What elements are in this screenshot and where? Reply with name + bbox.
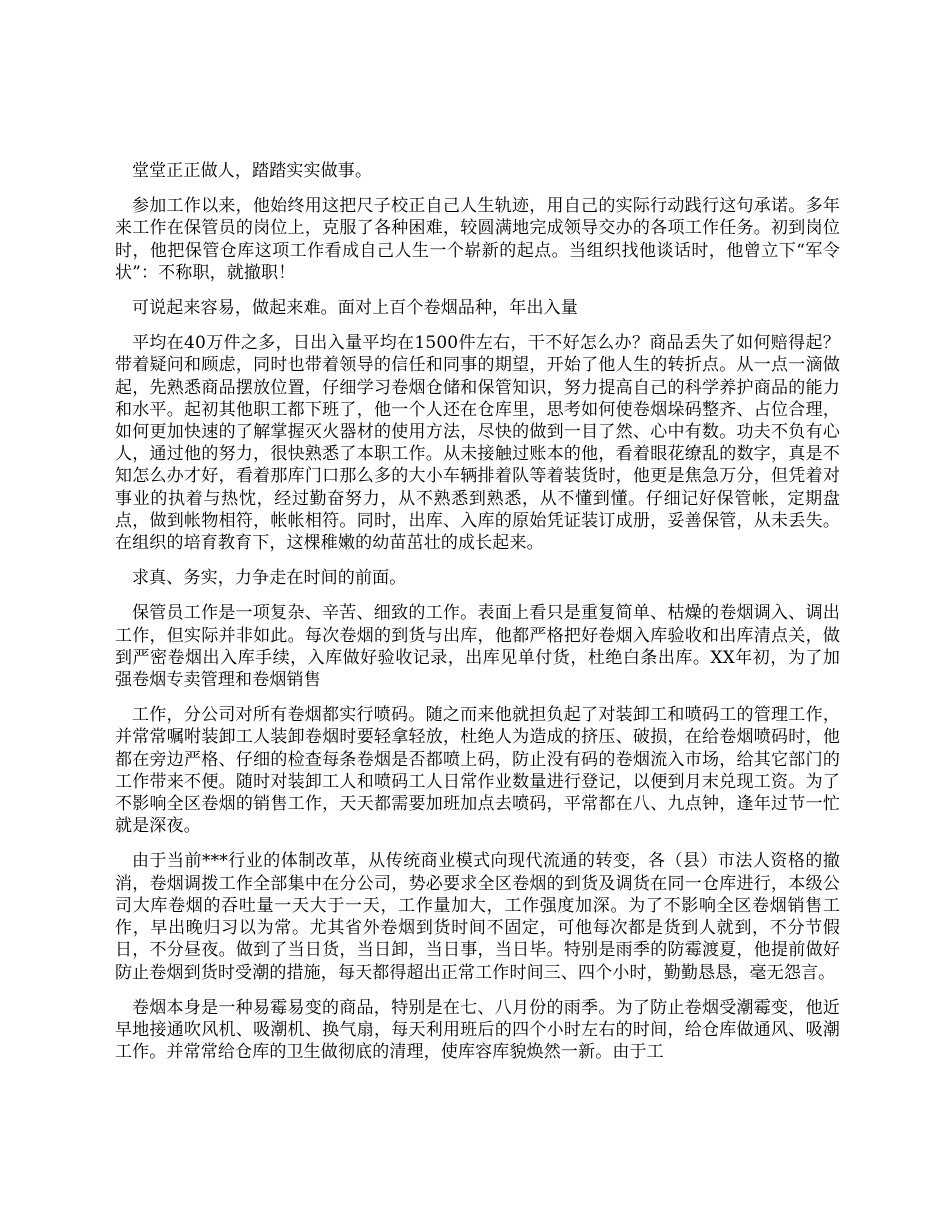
paragraph: 求真、务实，力争走在时间的前面。 [132,568,407,589]
paragraph: 卷烟本身是一种易霉易变的商品，特别是在七、八月份的雨季。为了防止卷烟受潮霉变，他近早地接通吹风机、吸潮机、换气扇，每天利用班后的四个小时左右的时间，给仓库做通风、吸潮工作。并常常给仓库的卫生做彻底的清理，使库容库貌焕然一新。由于工 [115,997,840,1063]
paragraph: 保管员工作是一项复杂、辛苦、细致的工作。表面上看只是重复简单、枯燥的卷烟调入、调出工作，但实际并非如此。每次卷烟的到货与出库，他都严格把好卷烟入库验收和出库清点关，做到严密卷烟出入库手续，入库做好验收记录，出库见单付货，杜绝白条出库。XX年初，为了加强卷烟专卖管理和卷烟销售 [115,603,840,691]
paragraph: 工作，分公司对所有卷烟都实行喷码。随之而来他就担负起了对装卸工和喷码工的管理工作，并常常嘱咐装卸工人装卸卷烟时要轻拿轻放，杜绝人为造成的挤压、破损，在给卷烟喷码时，他都在旁边严格、仔细的检查每条卷烟是否都喷上码，防止没有码的卷烟流入市场，给其它部门的工作带来不便。随时对装卸工人和喷码工人日常作业数量进行登记，以便到月末兑现工资。为了不影响全区卷烟的销售工作，天天都需要加班加点去喷码，平常都在八、九点钟，逢年过节一忙就是深夜。 [115,705,840,837]
paragraph: 可说起来容易，做起来难。面对上百个卷烟品种，年出入量 [132,298,578,319]
document-body [115,160,840,1076]
paragraph: 堂堂正正做人，踏踏实实做事。 [132,161,373,181]
paragraph: 参加工作以来，他始终用这把尺子校正自己人生轨迹，用自己的实际行动践行这句承诺。多年来工作在保管员的岗位上，克服了各种困难，较圆满地完成领导交办的各项工作任务。初到岗位时，他把保管仓库这项工作看成自己人生一个崭新的起点。当组织找他谈话时，他曾立下“军令状”：不称职，就撤职！ [115,196,840,283]
paragraph: 平均在40万件之多，日出入量平均在1500件左右，干不好怎么办？商品丢失了如何赔得起？带着疑问和顾虑，同时也带着领导的信任和同事的期望，开始了他人生的转折点。从一点一滴做起，先熟悉商品摆放位置，仔细学习卷烟仓储和保管知识，努力提高自己的科学养护商品的能力和水平。起初其他职工都下班了，他一个人还在仓库里，思考如何使卷烟垛码整齐、占位合理，如何更加快速的了解掌握灭火器材的使用方法，尽快的做到一目了然、心中有数。功夫不负有心人，通过他的努力，很快熟悉了本职工作。从未接触过账本的他，看着眼花缭乱的数字，真是不知怎么办才好，看着那库门口那么多的大小车辆排着队等着装货时，他更是焦急万分，但凭着对事业的执着与热忱，经过勤奋努力，从不熟悉到熟悉，从不懂到懂。仔细记好保管帐，定期盘点，做到帐物相符，帐帐相符。同时，出库、入库的原始凭证装订成册，妥善保管，从未丢失。在组织的培育教育下，这棵稚嫩的幼苗茁壮的成长起来。 [115,333,840,554]
paragraph: 由于当前***行业的体制改革，从传统商业模式向现代流通的转变，各（县）市法人资格的撤消，卷烟调拨工作全部集中在分公司，势必要求全区卷烟的到货及调货在同一仓库进行，本级公司大库卷烟的吞吐量一天大于一天，工作量加大，工作强度加深。为了不影响全区卷烟销售工作，早出晚归习以为常。尤其省外卷烟到货时间不固定，可他每次都是货到人就到，不分节假日，不分昼夜。做到了当日货，当日卸，当日事，当日毕。特别是雨季的防霉渡夏，他提前做好防止卷烟到货时受潮的措施，每天都得超出正常工作时间三、四个小时，勤勤恳恳，毫无怨言。 [115,851,840,983]
